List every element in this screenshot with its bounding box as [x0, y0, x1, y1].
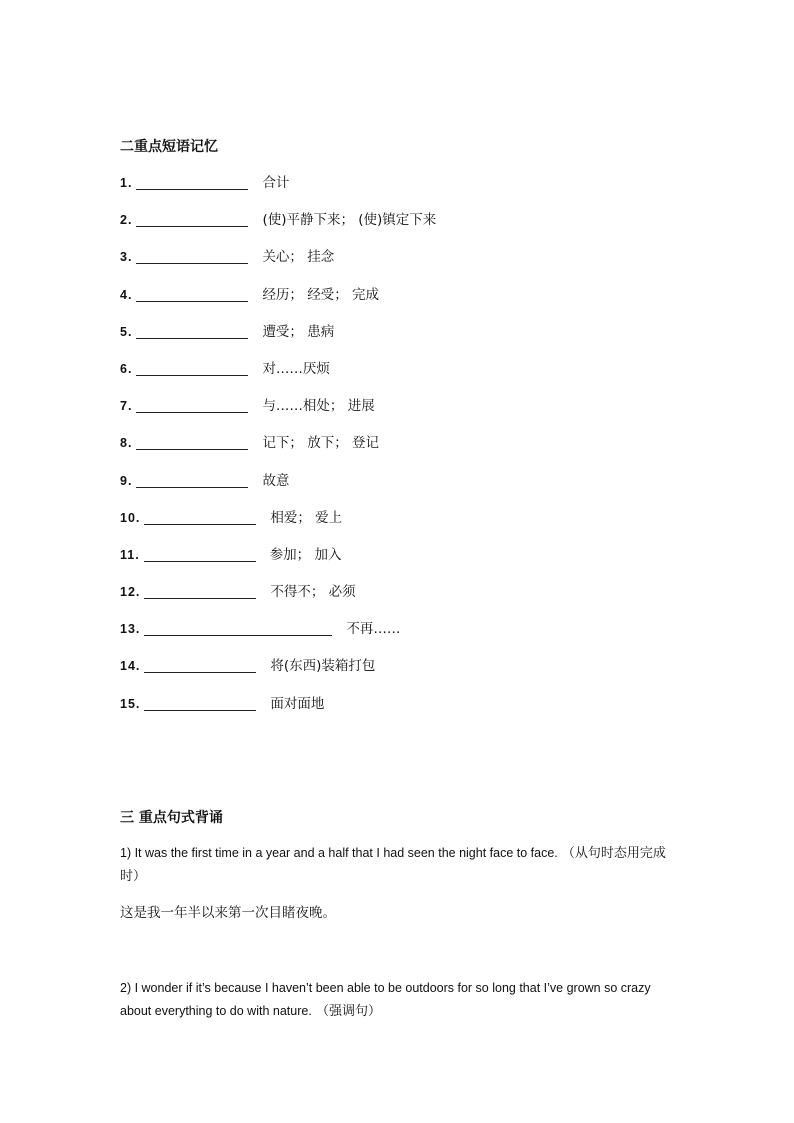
phrase-item-6 [120, 360, 720, 397]
answer-blank[interactable] [144, 620, 332, 636]
phrase-number: 3. [120, 250, 133, 265]
section-title-key-phrases: 二重点短语记忆 [120, 139, 218, 155]
phrase-meaning: 参加； 加入 [269, 546, 342, 563]
phrase-meaning: 与……相处； 进展 [262, 398, 375, 415]
answer-blank[interactable] [136, 472, 248, 488]
phrase-meaning: 遭受； 患病 [262, 323, 335, 340]
sentence-note: （强调句） [315, 1004, 381, 1019]
phrase-number: 14. [120, 659, 141, 674]
answer-blank[interactable] [136, 434, 248, 450]
phrase-meaning: 不得不； 必须 [270, 584, 356, 601]
phrase-number: 11. [120, 547, 140, 562]
phrase-item-7 [120, 397, 720, 434]
phrase-meaning: 对……厌烦 [262, 360, 330, 377]
phrase-number: 10. [120, 510, 141, 525]
phrase-item-9 [120, 472, 720, 509]
phrase-item-3 [120, 248, 720, 285]
answer-blank[interactable] [136, 397, 248, 413]
phrase-number: 9. [120, 473, 133, 488]
phrase-number: 6. [120, 361, 133, 376]
sentence-note: （从句时态用完成时） [120, 846, 666, 884]
phrase-meaning: 故意 [262, 472, 290, 489]
answer-blank[interactable] [144, 509, 256, 525]
phrase-meaning: 不再…… [346, 621, 401, 638]
phrase-number: 2. [120, 213, 133, 228]
phrase-meaning: 关心； 挂念 [262, 249, 335, 266]
sentence-2 [120, 977, 680, 1023]
phrase-item-8 [120, 434, 720, 471]
answer-blank[interactable] [136, 286, 248, 302]
sentence-1 [120, 842, 680, 888]
phrase-item-5 [120, 323, 720, 360]
phrase-item-10 [120, 509, 720, 546]
section-title-key-sentences: 三 重点句式背诵 [120, 810, 223, 826]
phrase-item-13 [120, 620, 720, 657]
phrase-meaning: 面对面地 [270, 695, 325, 712]
phrase-number: 4. [120, 287, 133, 302]
answer-blank[interactable] [144, 583, 256, 599]
answer-blank[interactable] [144, 546, 256, 562]
sentence-english: 1) It was the first time in a year and a half that I had seen the night face to face. [120, 846, 558, 860]
phrase-number: 5. [120, 324, 133, 339]
phrase-item-2 [120, 211, 720, 248]
phrase-meaning: 记下； 放下； 登记 [262, 435, 380, 452]
phrase-number: 15. [120, 696, 141, 711]
sentence-english: 2) I wonder if it’s because I haven’t been able to be outdoors for so long that I’ve grown so crazy about everything to do with nature. [120, 981, 651, 1018]
phrase-item-15 [120, 695, 720, 732]
phrase-item-12 [120, 583, 720, 620]
phrase-list [120, 174, 720, 732]
phrase-meaning: (使)平静下来； (使)镇定下来 [262, 212, 437, 229]
answer-blank[interactable] [136, 248, 248, 264]
phrase-item-11 [120, 546, 720, 583]
sentence-1-translation: 这是我一年半以来第一次目睹夜晚。 [120, 905, 336, 921]
phrase-number: 12. [120, 585, 141, 600]
answer-blank[interactable] [136, 174, 248, 190]
phrase-number: 1. [120, 176, 133, 190]
phrase-number: 7. [120, 399, 133, 414]
answer-blank[interactable] [144, 695, 256, 711]
answer-blank[interactable] [136, 360, 248, 376]
answer-blank[interactable] [136, 211, 248, 227]
phrase-item-4 [120, 286, 720, 323]
phrase-item-14 [120, 657, 720, 694]
phrase-number: 8. [120, 436, 133, 451]
phrase-meaning: 将(东西)装箱打包 [270, 658, 376, 675]
phrase-meaning: 合计 [262, 175, 290, 191]
phrase-meaning: 相爱； 爱上 [270, 509, 343, 526]
phrase-item-1 [120, 174, 720, 211]
answer-blank[interactable] [144, 657, 256, 673]
phrase-number: 13. [120, 622, 141, 637]
phrase-meaning: 经历； 经受； 完成 [262, 286, 380, 303]
answer-blank[interactable] [136, 323, 248, 339]
